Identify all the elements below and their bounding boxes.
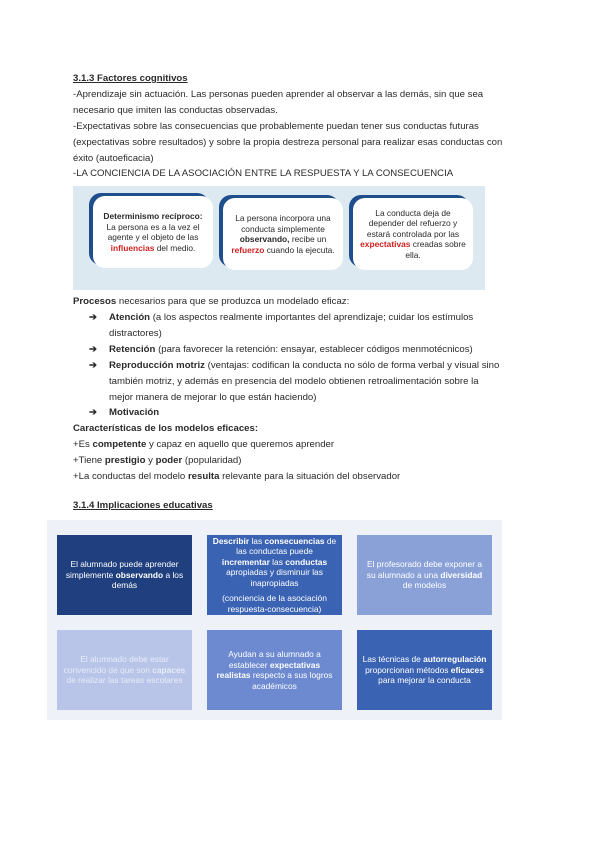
tile-text: a los demás (111, 569, 184, 591)
box-text: La conducta deja de depender del refuerzo y estará controlada por las (366, 207, 460, 239)
bullet-text: (a los aspectos realmente importantes del aprendizaje; cuidar los estímulos (152, 312, 474, 323)
tile-note: (conciencia de la asociación respuesta-consecuencia) (222, 593, 327, 614)
tile-diversidad (357, 535, 492, 615)
tile-text: de realizar las tareas escolares (66, 675, 183, 686)
text: +Es (73, 439, 90, 450)
tile-bold: observando (115, 569, 164, 580)
bullet-bold: Motivación (109, 407, 160, 418)
tile-bold: eficaces (450, 664, 484, 675)
heading-bold: Características de los modelos eficaces: (73, 423, 259, 434)
tile-capaces (57, 630, 192, 710)
box-text: del medio. (156, 242, 196, 253)
box-bold-text: observando, (239, 234, 290, 244)
box-text: La persona es a la vez el agente y el objeto de las (106, 221, 200, 242)
arrow-icon: ➔ (89, 312, 98, 323)
text: relevante para la situación del observador (222, 471, 401, 482)
procesos-bold: Procesos (73, 296, 117, 307)
paragraph-line: éxito (autoeficacia) (73, 153, 154, 164)
bullet-retencion (89, 342, 473, 358)
tile-bold: autorregulación (423, 654, 487, 665)
tile-bold: consecuencias (264, 535, 325, 546)
bullet-reproduccion (89, 358, 499, 374)
bullet-motivacion (89, 405, 159, 421)
tile-text: proporcionan métodos (365, 664, 449, 675)
paragraph-line: (expectativas sobre resultados) y sobre la propia destreza personal para realizar esas conductas con (73, 137, 503, 148)
tile-text: El alumnado puede aprender simplemente (65, 559, 179, 580)
diagram-box-observando (223, 198, 343, 270)
tile-consecuencias (207, 535, 342, 615)
caracteristica-line (73, 469, 400, 485)
box-red-text: expectativas (360, 239, 411, 250)
paragraph-line: -LA CONCIENCIA DE LA ASOCIACIÓN ENTRE LA RESPUESTA Y LA CONSECUENCIA (73, 168, 454, 179)
box-red-text: influencias (110, 242, 155, 253)
tile-text: El alumnado debe estar convencido de que son (63, 654, 169, 675)
tile-observando (57, 535, 192, 615)
bullet-text: (para favorecer la retención: ensayar, establecer códigos menmotécnicos) (158, 344, 473, 355)
text: +La conductas del modelo (73, 471, 186, 482)
diagram-box-determinismo (93, 196, 213, 268)
tile-bold: capaces (152, 664, 186, 675)
caracteristica-line (73, 453, 241, 469)
diagram-box-expectativas (353, 198, 473, 270)
bullet-continuation: mejor manera de mejorar lo que están haciendo) (109, 392, 317, 403)
bullet-atencion (89, 310, 473, 326)
tile-text: para mejorar la conducta (378, 675, 471, 686)
procesos-intro (73, 294, 349, 310)
bullet-continuation: también motriz, y además en presencia del modelo obtienen retroalimentación sobre la (109, 376, 479, 387)
tile-bold: conductas (285, 556, 328, 567)
tile-text: Ayudan a su alumnado a establecer (228, 649, 321, 670)
box-bold-text: Determinismo recíproco: (103, 211, 203, 221)
paragraph-line: -Aprendizaje sin actuación. Las personas pueden aprender al observar a las demás, sin que sea (73, 89, 484, 100)
procesos-rest: necesarios para que se produzca un modelado eficaz: (118, 296, 350, 307)
arrow-icon: ➔ (89, 360, 98, 371)
text: y (148, 455, 153, 466)
tile-autorregulacion (357, 630, 492, 710)
text: +Tiene (73, 455, 103, 466)
text-bold: prestigio (104, 455, 146, 466)
bullet-bold: Retención (109, 344, 156, 355)
tile-text: de modelos (402, 580, 447, 591)
box-red-text: refuerzo (231, 244, 265, 255)
bullet-continuation: distractores) (109, 328, 162, 339)
tile-text: Las técnicas de (362, 654, 421, 665)
tile-text: las (251, 535, 263, 546)
text: (popularidad) (184, 455, 242, 466)
arrow-icon: ➔ (89, 407, 98, 418)
tile-bold: incrementar (221, 556, 270, 567)
box-text: recibe un (291, 234, 327, 244)
cognitive-factors-diagram (73, 186, 485, 290)
tile-text: apropiadas y disminuir las inapropiadas (226, 567, 323, 588)
bullet-text: (ventajas: codifican la conducta no sólo de forma verbal y visual sino (207, 360, 500, 371)
tile-text: de las conductas puede (236, 535, 337, 557)
section-heading-implicaciones: 3.1.4 Implicaciones educativas (73, 500, 213, 511)
section-heading-factores: 3.1.3 Factores cognitivos (73, 73, 188, 84)
tile-text: El profesorado debe exponer a su alumnado a una (366, 559, 482, 580)
paragraph-line: -Expectativas sobre las consecuencias que probablemente puedan tener sus conductas futuras (73, 121, 479, 132)
tile-bold: expectativas realistas (216, 659, 321, 680)
bullet-bold: Reproducción motriz (109, 360, 205, 371)
bullet-bold: Atención (109, 312, 151, 323)
box-text: La persona incorpora una conducta simplemente (235, 213, 331, 234)
caracteristica-line (73, 437, 334, 453)
tile-text: las (272, 556, 283, 567)
text-bold: competente (92, 439, 147, 450)
box-text: creadas sobre ella. (405, 239, 466, 260)
tile-bold: Describir (212, 535, 250, 546)
tile-bold: diversidad (440, 569, 483, 580)
box-text: cuando la ejecuta. (266, 244, 335, 255)
paragraph-line: necesario que imiten las conductas observadas. (73, 105, 278, 116)
implicaciones-diagram (47, 520, 502, 720)
text-bold: poder (155, 455, 183, 466)
text-bold: resulta (187, 471, 220, 482)
tile-text: respecto a sus logros académicos (252, 670, 333, 691)
caracteristicas-heading (73, 421, 258, 437)
text: y capaz en aquello que queremos aprender (149, 439, 335, 450)
arrow-icon: ➔ (89, 344, 98, 355)
tile-expectativas (207, 630, 342, 710)
